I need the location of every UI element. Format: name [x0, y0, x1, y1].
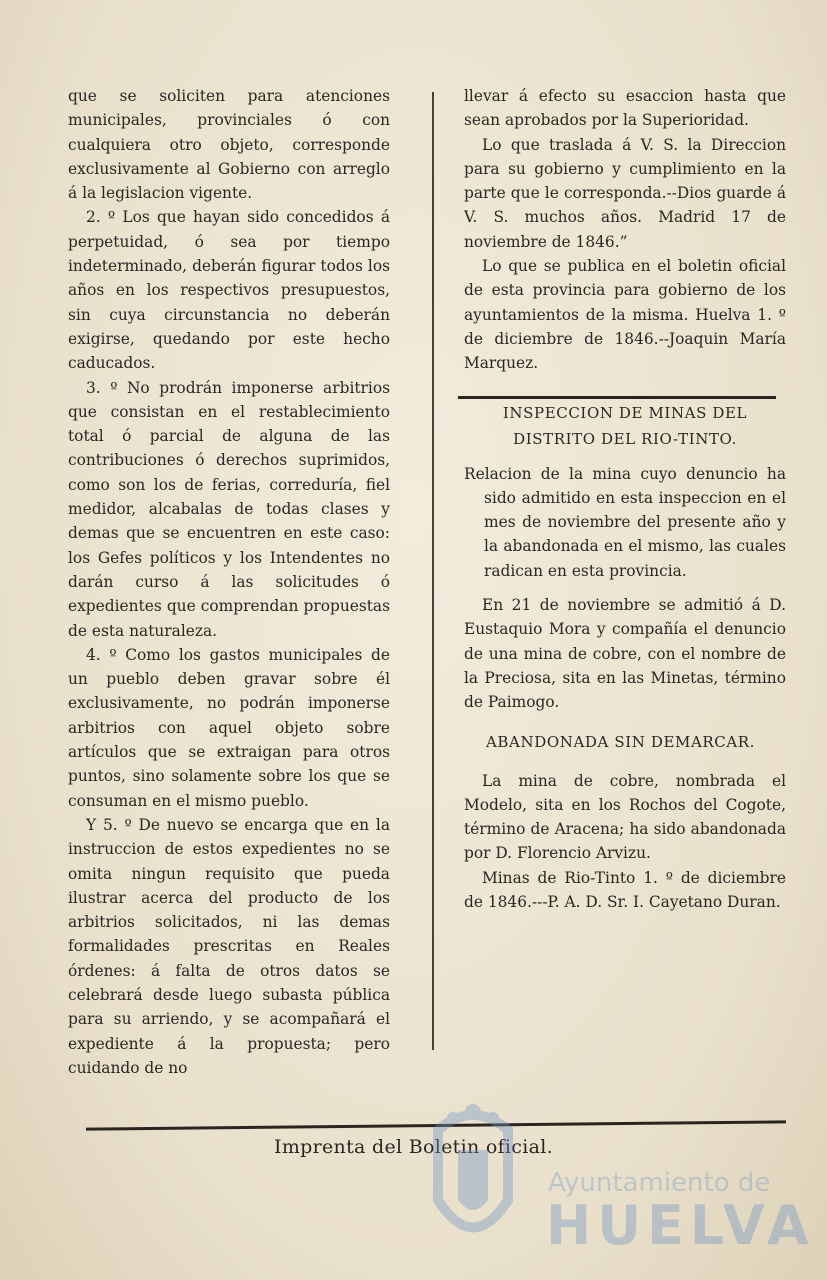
right-column	[464, 84, 786, 914]
section-rule	[458, 396, 776, 399]
section-heading-inspeccion: INSPECCION DE MINAS DEL DISTRITO DEL RIO-TINTO.	[502, 403, 748, 448]
paragraph-denuncio: En 21 de noviembre se admitió á D. Eustaquio Mora y compañía el denuncio de una mina de cobre, con el nombre de la Preciosa, sita en las Minetas, término de Paimogo.	[464, 596, 786, 712]
watermark-line1: Ayuntamiento de	[548, 1168, 771, 1198]
column-divider	[432, 92, 434, 1050]
paragraph-continuation-right: llevar á efecto su esaccion hasta que sean aprobados por la Superioridad.	[464, 87, 786, 130]
crest-icon	[418, 1090, 528, 1260]
paragraph-article-4: 4. º Como los gastos municipales de un pueblo deben gravar sobre él exclusivamente, no podrán imponerse arbitrios con aquel objeto sobre artículos que se extraigan para otros puntos, sino solamente sobre los que se consuman en el mismo pueblo.	[68, 645, 390, 810]
paragraph-article-5: Y 5. º De nuevo se encarga que en la instruccion de estos expedientes no se omita ningun requisito que pueda ilustrar acerca del producto de los arbitrios solicitados, ni las demas formalidades prescritas en Reales órdenes: á falta de otros datos se celebrará desde luego subasta pública para su arriendo, y se acompañará el expediente á la propuesta; pero cuidando de no	[68, 815, 390, 1077]
left-column	[68, 84, 390, 1080]
paragraph-relacion: Relacion de la mina cuyo denuncio ha sido admitido en esta inspeccion en el mes de noviembre del presente año y la abandonada en el mismo, las cuales radican en esta provincia.	[464, 464, 786, 580]
printer-imprint: Imprenta del Boletin oficial.	[274, 1136, 553, 1158]
paragraph-article-2: 2. º Los que hayan sido concedidos á perpetuidad, ó sea por tiempo indeterminado, deberán figurar todos los años en los respectivos presupuestos, sin cuya circunstancia no deberán exigirse, quedando por este hecho caducados.	[68, 208, 390, 373]
paragraph-modelo: La mina de cobre, nombrada el Modelo, sita en los Rochos del Cogote, término de Aracena; ha sido abandonada por D. Florencio Arvizu.	[464, 771, 786, 863]
paragraph-signature: Minas de Rio-Tinto 1. º de diciembre de 1846.---P. A. D. Sr. I. Cayetano Duran.	[464, 868, 786, 912]
paragraph-article-3: 3. º No prodrán imponerse arbitrios que consistan en el restablecimiento total ó parcial de alguna de las contribuciones ó derechos suprimidos, como son los de ferias, correduría, fiel medidor, alcabalas de todas clases y demas que se encuentren en este caso: los Gefes políticos y los Intendentes no darán curso á las solicitudes ó expedientes que comprendan propuestas de esta naturaleza.	[68, 378, 390, 640]
watermark-line2: HUELVA	[546, 1194, 815, 1257]
paragraph-continuation: que se soliciten para atenciones municipales, provinciales ó con cualquiera otro objeto, corresponde exclusivamente al Gobierno con arreglo á la legislacion vigente.	[68, 87, 390, 203]
section-heading-abandonada: ABANDONADA SIN DEMARCAR.	[486, 732, 756, 751]
paragraph-publica: Lo que se publica en el boletin oficial de esta provincia para gobierno de los ayuntamientos de la misma. Huelva 1. º de diciembre de 1846.--Joaquin María Marquez.	[464, 257, 786, 373]
watermark	[418, 1080, 818, 1270]
paragraph-traslada: Lo que traslada á V. S. la Direccion para su gobierno y cumplimiento en la parte que le corresponda.--Dios guarde á V. S. muchos años. Madrid 17 de noviembre de 1846.”	[464, 135, 786, 251]
